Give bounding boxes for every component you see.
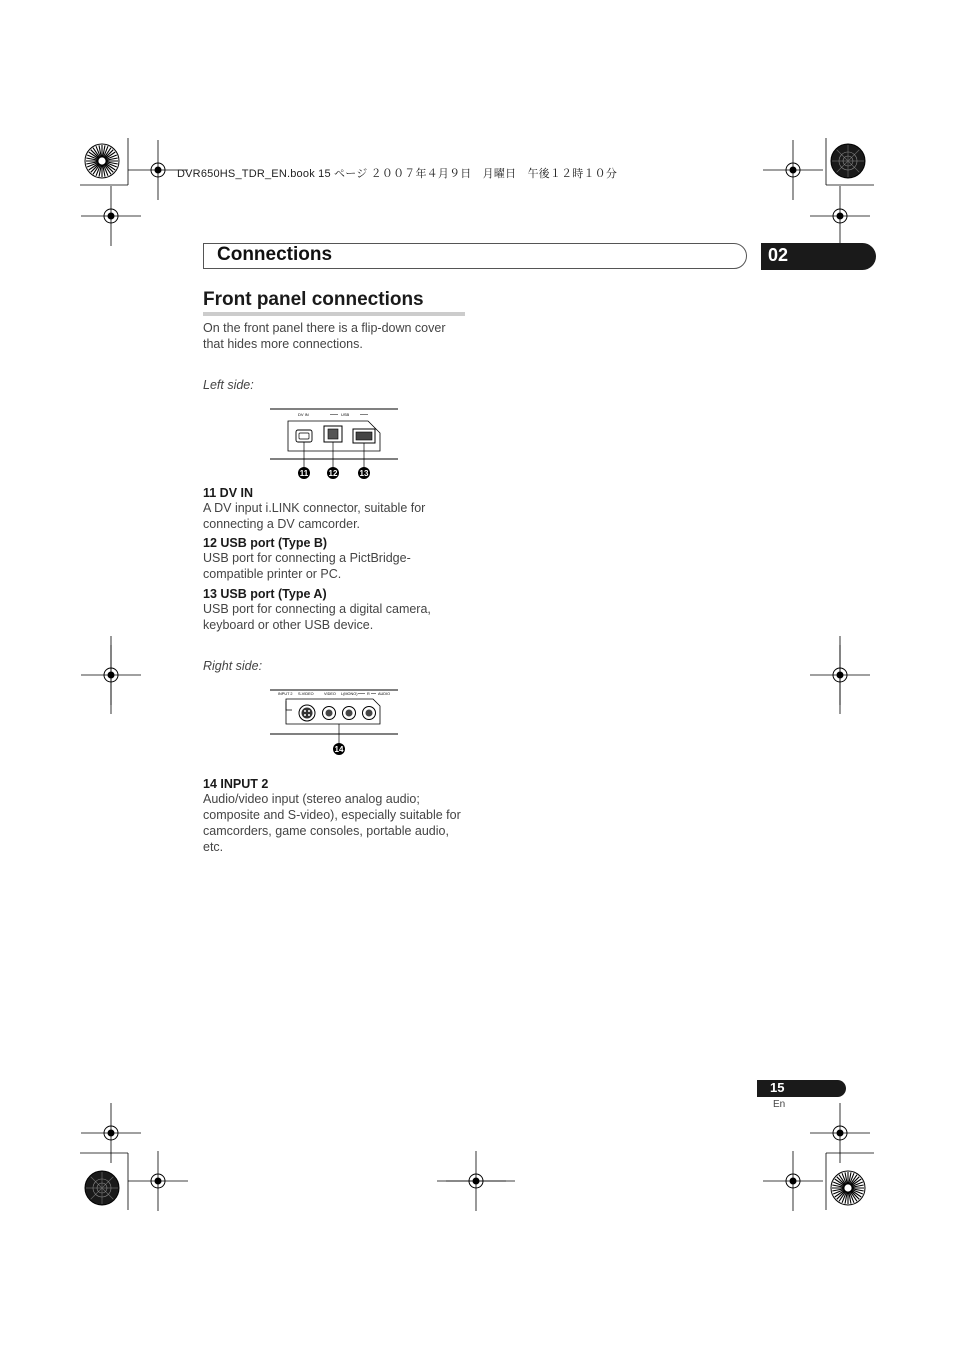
right-side-label: Right side: bbox=[203, 659, 263, 673]
panel-label-lmono: L(MONO) bbox=[341, 692, 358, 696]
callout-14-text: 14 bbox=[334, 745, 344, 754]
panel-label-dv-in: DV IN bbox=[298, 412, 309, 417]
list-item bbox=[203, 587, 468, 633]
dv-in-port-icon bbox=[296, 430, 312, 442]
item-title: 14 INPUT 2 bbox=[203, 777, 269, 791]
chapter-number: 02 bbox=[768, 245, 789, 265]
item-list bbox=[203, 486, 468, 633]
item-description: USB port for connecting a digital camera, keyboard or other USB device. bbox=[203, 602, 431, 632]
item-title: 13 USB port (Type A) bbox=[203, 587, 327, 601]
panel-label-r: R bbox=[367, 692, 370, 696]
panel-label-video: VIDEO bbox=[324, 692, 336, 696]
chapter-title: Connections bbox=[217, 244, 333, 265]
section-rule bbox=[203, 312, 465, 316]
left-side-label: Left side: bbox=[203, 378, 254, 392]
page-number: 15 bbox=[770, 1080, 785, 1095]
callout-12-text: 12 bbox=[328, 469, 338, 478]
list-item bbox=[203, 486, 468, 532]
page-language: En bbox=[773, 1099, 786, 1110]
item-description: USB port for connecting a PictBridge-compatible printer or PC. bbox=[203, 551, 411, 581]
item-title: 11 DV IN bbox=[203, 486, 254, 500]
panel-label-audio: AUDIO bbox=[378, 692, 391, 696]
item-description: A DV input i.LINK connector, suitable for connecting a DV camcorder. bbox=[203, 501, 426, 531]
section-title: Front panel connections bbox=[203, 289, 424, 310]
panel-label-input2: INPUT 2 bbox=[278, 692, 293, 696]
left-panel-diagram bbox=[268, 405, 400, 483]
list-item bbox=[203, 536, 468, 582]
section-intro: On the front panel there is a flip-down cover that hides more connections. bbox=[203, 321, 446, 351]
panel-label-svideo: S-VIDEO bbox=[298, 692, 314, 696]
book-file-line: DVR650HS_TDR_EN.book 15 ページ ２００７年４月９日 月曜日 午後１２時１０分 bbox=[177, 168, 618, 180]
item-description: Audio/video input (stereo analog audio; composite and S-video), especially suitable for camcorders, game consoles, portable audio, etc. bbox=[203, 792, 461, 854]
item-title: 12 USB port (Type B) bbox=[203, 536, 328, 550]
list-item bbox=[203, 777, 468, 855]
panel-label-usb: USB bbox=[341, 412, 350, 417]
callout-13-text: 13 bbox=[359, 469, 369, 478]
callout-11-text: 11 bbox=[299, 469, 309, 478]
right-panel-diagram bbox=[268, 686, 400, 758]
